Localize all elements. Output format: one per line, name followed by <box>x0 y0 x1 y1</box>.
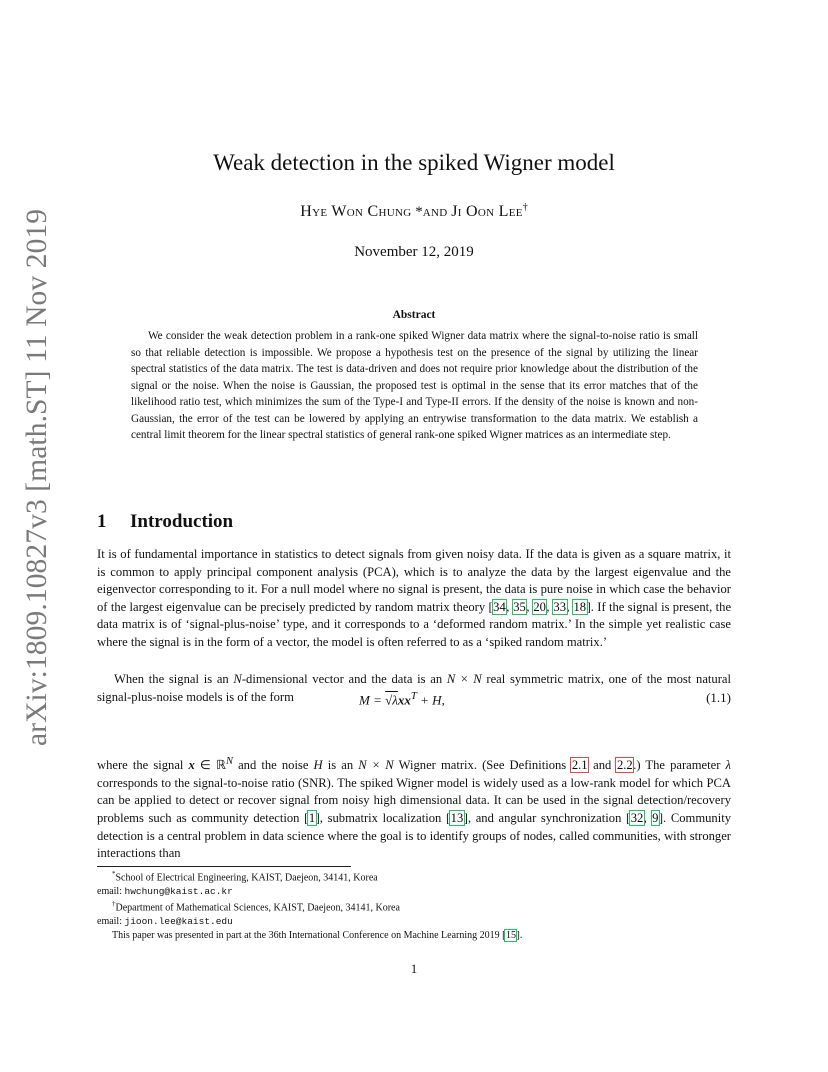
paper-title: Weak detection in the spiked Wigner model <box>213 150 615 175</box>
page-number: 1 <box>410 962 418 976</box>
definition-link[interactable]: 2.2 <box>616 758 633 773</box>
paragraph-text: When the signal is an <box>114 672 234 686</box>
footnote-text: ]. <box>516 929 523 941</box>
footnote-rule <box>97 866 351 867</box>
paragraph-text: is an <box>322 758 359 773</box>
paragraph-text: and the noise <box>232 758 314 773</box>
equation-vectors: xx <box>397 692 411 708</box>
paragraph-text: ], submatrix localization [ <box>315 810 451 825</box>
paragraph-text: ]. If the signal is present, the data matrix is of ‘signal-plus-noise’ type, and it corresponds to a ‘deformed random matrix.’ In the simple yet realistic case where the signal is in the form of a vector, the model is often referred to as a ‘spiked random matrix.’ <box>97 599 732 649</box>
email-label: email: <box>97 916 125 928</box>
paragraph-text: It is of fundamental importance in statistics to detect signals from given noisy data. If the data is given as a square matrix, it is common to apply principal component analysis (PCA), which is to analyze the data by the largest eigenvalue and the eigenvector corresponding to it. For a null model where no signal is present, the data is pure noise in which case the behavior of the largest eigenvalue can be precisely predicted by random matrix theory [ <box>97 547 731 614</box>
footnote-mark: † <box>112 900 116 909</box>
paragraph-text: corresponds to the signal-to-noise ratio (SNR). The spiked Wigner model is widely used as a low-rank model for which PCA can be applied to detect or recover signal from noisy high dimensional data. It can be used in the signal detection/recovery problems such as community detection [ <box>97 775 731 825</box>
paragraph-text: ], and angular synchronization [ <box>463 810 631 825</box>
citation-link[interactable]: 35 <box>513 599 526 614</box>
footnote-text: Department of Mathematical Sciences, KAIST, Daejeon, 34141, Korea <box>115 902 400 914</box>
author-footnote-mark: † <box>522 202 528 213</box>
paragraph-text: .) The parameter <box>633 758 726 773</box>
paragraph-text: ∈ ℝ <box>194 758 226 773</box>
math-symbol: N <box>225 756 233 767</box>
equation-lhs: M = <box>359 692 386 708</box>
citation-link[interactable]: 34 <box>493 599 506 614</box>
author-name: Ji Oon Lee <box>451 203 523 220</box>
footnote-presentation <box>97 929 731 943</box>
equation-transpose: T <box>410 690 417 702</box>
footnote-text: School of Electrical Engineering, KAIST, Daejeon, 34141, Korea <box>115 872 378 884</box>
math-symbol: x <box>188 758 195 773</box>
paragraph-text: real symmetric matrix, one of the most natural signal-plus-noise models is of the form <box>97 672 731 704</box>
equation-body <box>359 690 445 708</box>
paragraph-text: , <box>643 810 652 825</box>
citation-link[interactable]: 32 <box>630 810 644 825</box>
intro-paragraph-1: It is of fundamental importance in statistics to detect signals from given noisy data. If the data is given as a square matrix, it is common to apply principal component analysis (PCA), which is to analyze the data by the largest eigenvalue and the eigenvector corresponding to it. For a null model where no signal is present, the data is pure noise in which case the behavior of the largest eigenvalue can be precisely predicted by random matrix theory [34, 35, 20, 33, 18]. If the signal is present, the data matrix is of ‘signal-plus-noise’ type, and it corresponds to a ‘deformed random matrix.’ In the simple yet realistic case where the signal is in the form of a vector, the model is often referred to as a ‘spiked random matrix.’ <box>97 547 732 649</box>
citation-link[interactable]: 15 <box>505 929 516 941</box>
math-symbol: λ <box>725 758 731 773</box>
paragraph-text: Wigner matrix. (See Definitions <box>393 758 572 773</box>
citation-link[interactable]: 18 <box>573 599 587 614</box>
author-name: Hye Won Chung <box>300 203 412 220</box>
citation-link[interactable]: 13 <box>450 810 464 825</box>
arxiv-identifier-stamp: arXiv:1809.10827v3 [math.ST] 11 Nov 2019 <box>21 208 53 746</box>
equation-1-1 <box>97 690 731 714</box>
footnote-mark: * <box>112 870 116 878</box>
citation-link[interactable]: 9 <box>652 810 659 825</box>
footnote-email-1 <box>97 885 731 899</box>
math-symbol: N × N <box>446 672 482 686</box>
section-title: Introduction <box>130 511 234 532</box>
equation-rhs: + H, <box>416 692 445 708</box>
footnote-affiliation-2 <box>97 898 731 915</box>
paragraph-text: -dimensional vector and the data is an <box>241 672 447 686</box>
paragraph-text: ]. Community detection is a central problem in data science where the goal is to identify groups of nodes, called communities, with stronger interactions than <box>97 810 732 861</box>
abstract-body: We consider the weak detection problem in a rank-one spiked Wigner data matrix where the signal-to-noise ratio is small so that reliable detection is impossible. We propose a hypothesis test on the presence of the signal by utilizing the linear spectral statistics of the data matrix. The test is data-driven and does not require prior knowledge about the distribution of the signal or the noise. When the noise is Gaussian, the proposed test is optimal in the sense that its error matches that of the likelihood ratio test, which minimizes the sum of the Type-I and Type-II errors. If the density of the noise is known and non-Gaussian, the error of the test can be lowered by applying an entrywise transformation to the data matrix. We establish a central limit theorem for the linear spectral statistics of general rank-one spiked Wigner matrices as an intermediate step. <box>131 330 698 441</box>
equation-sqrt-lambda: √λ <box>385 692 398 708</box>
math-symbol: N <box>233 672 242 686</box>
author-line <box>0 198 828 222</box>
footnote-text: This paper was presented in part at the 36th International Conference on Machine Learning 2019 [ <box>112 929 506 941</box>
math-symbol: H <box>313 758 323 773</box>
footnotes <box>97 868 731 942</box>
paper-date: November 12, 2019 <box>354 244 474 260</box>
author-footnote-mark: * <box>415 204 423 220</box>
email-link[interactable]: hwchung@kaist.ac.kr <box>124 885 233 897</box>
footnote-affiliation-1 <box>97 868 731 885</box>
citation-link[interactable]: 1 <box>308 810 316 825</box>
email-link[interactable]: jioon.lee@kaist.edu <box>124 916 233 928</box>
footnote-email-2 <box>97 915 731 929</box>
definition-link[interactable]: 2.1 <box>571 758 588 773</box>
abstract-heading: Abstract <box>392 309 436 321</box>
intro-paragraph-3 <box>97 753 731 863</box>
section-heading <box>97 510 233 534</box>
citation-link[interactable]: 33 <box>553 599 566 614</box>
section-number: 1 <box>97 511 107 532</box>
paragraph-text: where the signal <box>97 758 189 773</box>
math-symbol: N × N <box>358 758 394 773</box>
citation-link[interactable]: 20 <box>533 599 546 614</box>
author-conjunction: and <box>422 203 448 220</box>
email-label: email: <box>97 885 125 897</box>
paragraph-text: and <box>588 758 617 773</box>
equation-number: (1.1) <box>706 690 731 705</box>
